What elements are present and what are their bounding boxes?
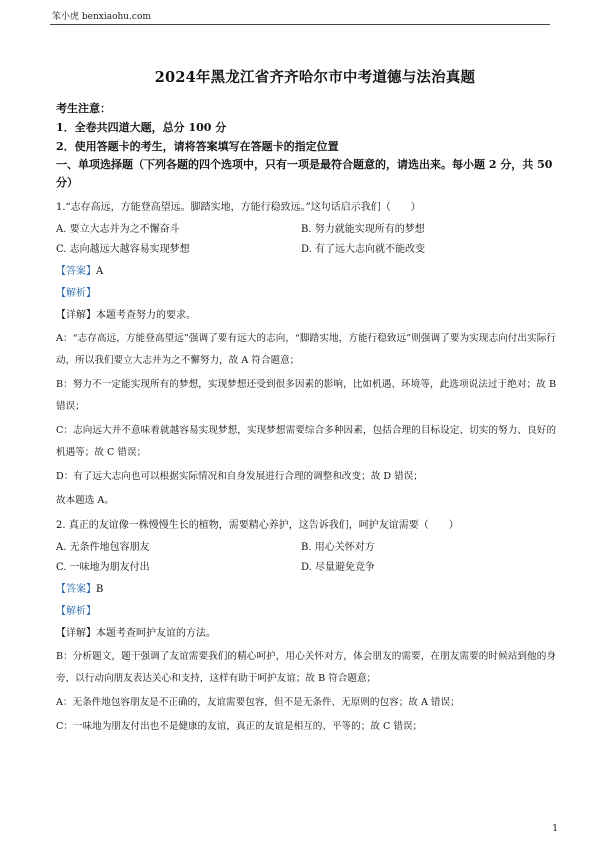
explanation-paragraph: C：志向远大并不意味着就越容易实现梦想，实现梦想需要综合多种因素，包括合理的目标设定、切实的努力、良好的机遇等；故 C 错误；	[56, 425, 556, 458]
page-title: 2024年黑龙江省齐齐哈尔市中考道德与法治真题	[154, 69, 476, 86]
analysis-line	[56, 284, 556, 304]
options-grid	[56, 538, 556, 578]
detail-line	[56, 624, 556, 644]
detail-intro: 本题考查呵护友谊的方法。	[96, 628, 216, 639]
analysis-label: 【解析】	[56, 288, 96, 299]
detail-label: 【详解】	[56, 628, 96, 639]
explanation-paragraph: C：一味地为朋友付出也不是健康的友谊，真正的友谊是相互的、平等的；故 C 错误；	[56, 721, 423, 732]
answer-line	[56, 262, 556, 282]
option-b: B. 用心关怀对方	[301, 542, 375, 553]
answer-value: A	[96, 266, 104, 277]
document-body	[56, 66, 556, 738]
question-stem: 1.“志存高远，方能登高望远。脚踏实地，方能行稳致远。”这句话启示我们（ ）	[56, 202, 421, 213]
option-d: D. 有了远大志向就不能改变	[301, 244, 426, 255]
explanation-paragraph: B：努力不一定能实现所有的梦想，实现梦想还受到很多因素的影响，比如机遇、环境等，此选项说法过于绝对；故 B 错误；	[56, 379, 556, 412]
notice-heading: 考生注意：	[56, 102, 111, 115]
detail-intro: 本题考查努力的要求。	[96, 310, 196, 321]
site-header: 笨小虎 benxiaohu.com	[52, 12, 151, 22]
analysis-label: 【解析】	[56, 606, 96, 617]
notice-item: 2．使用答题卡的考生，请将答案填写在答题卡的指定位置	[56, 140, 339, 153]
option-d: D. 尽量避免竞争	[301, 562, 376, 573]
page-number: 1	[552, 824, 558, 834]
detail-label: 【详解】	[56, 310, 96, 321]
answer-label: 【答案】	[56, 584, 96, 595]
explanation-paragraph: A：“志存高远，方能登高望远”强调了要有远大的志向，“脚踏实地，方能行稳致远”则强调了要为实现志向付出实际行动，所以我们要立大志并为之不懈努力，故 A 符合题意；	[56, 333, 556, 366]
answer-label: 【答案】	[56, 266, 96, 277]
option-a: A. 要立大志并为之不懈奋斗	[56, 224, 180, 235]
detail-line	[56, 306, 556, 326]
header-divider	[50, 24, 550, 25]
explanation-paragraph: B：分析题文，题干强调了友谊需要我们的精心呵护，用心关怀对方，体会朋友的需要，在朋友需要的时候站到他的身旁，以行动向朋友表达关心和支持，这样有助于呵护友谊；故 B 符合题意；	[56, 651, 556, 684]
answer-line	[56, 580, 556, 600]
analysis-line	[56, 602, 556, 622]
section-heading: 一、单项选择题（下列各题的四个选项中，只有一项是最符合题意的，请选出来。每小题 2 分，共 50 分）	[56, 158, 553, 189]
question-1	[56, 198, 556, 512]
question-stem: 2. 真正的友谊像一株慢慢生长的植物，需要精心养护，这告诉我们，呵护友谊需要（ ）	[56, 520, 459, 531]
conclusion-line: 故本题选 A。	[56, 495, 114, 506]
answer-value: B	[96, 584, 104, 595]
option-c: C. 一味地为朋友付出	[56, 562, 150, 573]
explanation-paragraph: A：无条件地包容朋友是不正确的，友谊需要包容，但不是无条件、无原则的包容；故 A 错误；	[56, 697, 460, 708]
option-c: C. 志向越远大越容易实现梦想	[56, 244, 190, 255]
question-2	[56, 516, 556, 738]
explanation-paragraph: D：有了远大志向也可以根据实际情况和自身发展进行合理的调整和改变；故 D 错误；	[56, 471, 423, 482]
notice-item: 1．全卷共四道大题，总分 100 分	[56, 121, 227, 134]
option-a: A. 无条件地包容朋友	[56, 542, 150, 553]
options-grid	[56, 220, 556, 260]
option-b: B. 努力就能实现所有的梦想	[301, 224, 425, 235]
